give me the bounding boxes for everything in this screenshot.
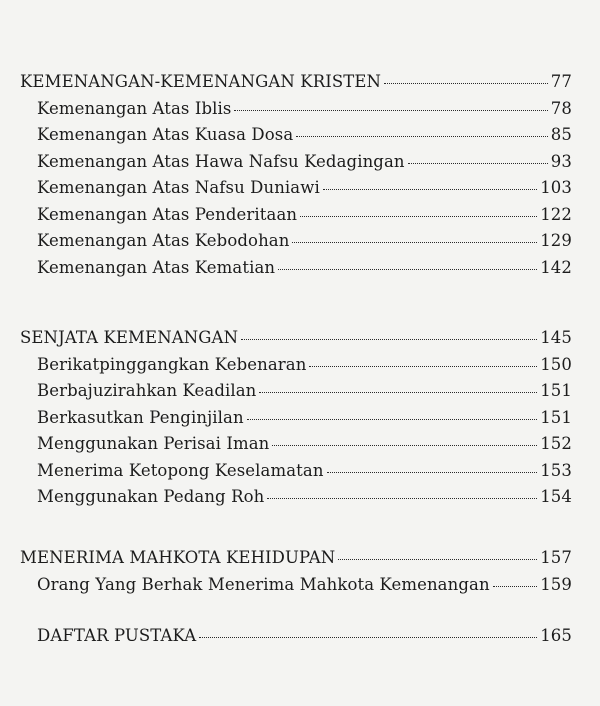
toc-leader-dots [199,637,537,638]
toc-heading[interactable] [0,626,600,653]
toc-entry[interactable] [0,152,600,179]
toc-leader-dots [384,83,548,84]
toc-entry-title: Kemenangan Atas Iblis [37,98,232,118]
toc-heading[interactable] [0,548,600,575]
toc-heading[interactable] [0,72,600,99]
toc-leader-dots [234,110,547,111]
toc-leader-dots [300,216,537,217]
toc-entry-title: Kemenangan Atas Kebodohan [37,231,290,250]
toc-leader-dots [241,339,537,340]
toc-entry[interactable] [0,487,600,514]
toc-section-senjata [0,328,600,514]
toc-entry[interactable] [0,99,600,126]
toc-section-pustaka [0,626,600,653]
toc-entry[interactable] [0,205,600,232]
toc-leader-dots [259,392,537,393]
toc-entry[interactable] [0,575,600,602]
toc-section-mahkota [0,548,600,601]
toc-leader-dots [323,189,537,190]
toc-entry-title: Kemenangan Atas Kuasa Dosa [37,125,294,144]
toc-heading-page: 145 [540,328,572,347]
toc-heading-page: 165 [540,626,572,645]
toc-leader-dots [267,498,537,499]
toc-entry-page: 153 [540,460,572,480]
toc-entry-title: Orang Yang Berhak Menerima Mahkota Kemenangan [37,574,490,594]
toc-entry-title: Menerima Ketopong Keselamatan [37,460,324,480]
toc-entry-title: Kemenangan Atas Hawa Nafsu Kedagingan [37,151,405,171]
toc-entry-title: Menggunakan Perisai Iman [37,434,270,453]
toc-entry[interactable] [0,408,600,435]
toc-heading-title: DAFTAR PUSTAKA [37,626,197,645]
toc-leader-dots [247,419,538,420]
toc-entry-page: 159 [540,574,572,594]
toc-entry[interactable] [0,381,600,408]
toc-leader-dots [278,269,537,270]
toc-heading-title: SENJATA KEMENANGAN [20,328,239,347]
toc-entry[interactable] [0,231,600,258]
toc-leader-dots [338,559,537,560]
toc-entry-title: Menggunakan Pedang Roh [37,487,265,506]
toc-entry-page: 78 [550,98,572,118]
toc-entry-page: 151 [540,407,572,427]
toc-leader-dots [327,472,538,473]
toc-entry-page: 150 [540,354,572,374]
toc-entry-title: Berkasutkan Penginjilan [37,407,244,427]
toc-heading-title: KEMENANGAN-KEMENANGAN KRISTEN [20,72,382,91]
toc-section-kemenangan [0,72,600,284]
toc-entry-page: 122 [540,204,572,224]
toc-entry-page: 142 [540,257,572,277]
toc-leader-dots [408,163,548,164]
toc-entry-page: 129 [540,231,572,250]
toc-entry-title: Kemenangan Atas Kematian [37,257,276,277]
toc-heading-page: 77 [550,72,572,91]
toc-entry-page: 85 [550,125,572,144]
toc-entry-title: Kemenangan Atas Nafsu Duniawi [37,178,320,197]
toc-entry-title: Berbajuzirahkan Keadilan [37,381,257,400]
toc-entry[interactable] [0,178,600,205]
toc-entry-title: Berikatpinggangkan Kebenaran [37,354,307,374]
toc-entry-page: 152 [540,434,572,453]
toc-entry[interactable] [0,461,600,488]
toc-leader-dots [493,586,538,587]
toc-leader-dots [292,242,537,243]
toc-entry[interactable] [0,434,600,461]
toc-leader-dots [309,366,537,367]
toc-heading-title: MENERIMA MAHKOTA KEHIDUPAN [20,548,336,567]
toc-entry-page: 154 [540,487,572,506]
toc-entry[interactable] [0,355,600,382]
toc-leader-dots [296,136,548,137]
toc-entry-page: 103 [540,178,572,197]
toc-leader-dots [272,445,537,446]
toc-heading[interactable] [0,328,600,355]
toc-heading-page: 157 [540,548,572,567]
toc-entry-page: 151 [540,381,572,400]
toc-entry-page: 93 [550,151,572,171]
toc-entry-title: Kemenangan Atas Penderitaan [37,204,298,224]
toc-entry[interactable] [0,125,600,152]
toc-entry[interactable] [0,258,600,285]
